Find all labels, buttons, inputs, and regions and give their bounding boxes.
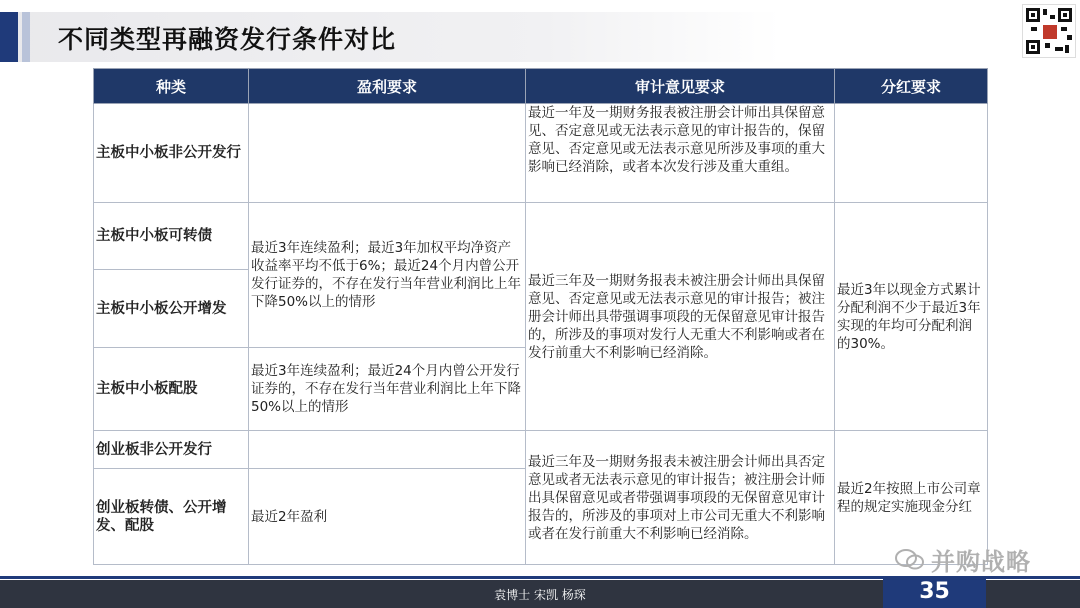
wechat-icon (895, 549, 925, 571)
header-audit: 审计意见要求 (526, 69, 835, 104)
page-number: 35 (919, 579, 950, 604)
profit-cell: 最近3年连续盈利；最近24个月内曾公开发行证券的，不存在发行当年营业利润比上年下降50%以上的情形 (249, 348, 526, 431)
footer-authors: 袁博士 宋凯 杨琛 (494, 588, 586, 602)
kind-cell: 创业板非公开发行 (94, 431, 249, 469)
profit-cell: 最近3年连续盈利；最近3年加权平均净资产收益率平均不低于6%；最近24个月内曾公开发行证券的，不存在发行当年营业利润比上年下降50%以上的情形 (249, 203, 526, 348)
kind-cell: 创业板转债、公开增发、配股 (94, 469, 249, 565)
table-row (94, 104, 988, 203)
dividend-cell-empty (835, 104, 988, 203)
profit-cell-empty (249, 431, 526, 469)
header-kind: 种类 (94, 69, 249, 104)
dividend-cell: 最近2年按照上市公司章程的规定实施现金分红 (835, 431, 988, 565)
title-accent-light (22, 12, 30, 62)
kind-cell: 主板中小板公开增发 (94, 270, 249, 348)
audit-cell: 最近三年及一期财务报表未被注册会计师出具保留意见、否定意见或无法表示意见的审计报告；被注册会计师出具带强调事项段的无保留意见审计报告的，所涉及的事项对发行人无重大不利影响或者在发行前重大不利影响已经消除。 (526, 203, 835, 431)
table-row (94, 203, 988, 270)
kind-cell: 主板中小板非公开发行 (94, 104, 249, 203)
comparison-table (93, 68, 988, 565)
audit-cell: 最近三年及一期财务报表未被注册会计师出具否定意见或者无法表示意见的审计报告；被注册会计师出具保留意见或者带强调事项段的无保留意见审计报告的，所涉及的事项对上市公司无重大不利影响或者在发行前重大不利影响已经消除。 (526, 431, 835, 565)
profit-cell: 最近2年盈利 (249, 469, 526, 565)
watermark-text: 并购战略 (931, 548, 1031, 576)
watermark (895, 542, 1031, 577)
audit-cell: 最近一年及一期财务报表被注册会计师出具保留意见、否定意见或无法表示意见的审计报告的，保留意见、否定意见或无法表示意见所涉及事项的重大影响已经消除，或者本次发行涉及重大重组。 (526, 104, 835, 203)
header-profit: 盈利要求 (249, 69, 526, 104)
title-accent (0, 12, 18, 62)
page-title: 不同类型再融资发行条件对比 (58, 25, 397, 54)
table-row (94, 431, 988, 469)
table-header-row (94, 69, 988, 104)
qr-code-icon (1022, 4, 1076, 58)
dividend-cell: 最近3年以现金方式累计分配利润不少于最近3年实现的年均可分配利润的30%。 (835, 203, 988, 431)
profit-cell-empty (249, 104, 526, 203)
kind-cell: 主板中小板可转债 (94, 203, 249, 270)
kind-cell: 主板中小板配股 (94, 348, 249, 431)
header-dividend: 分红要求 (835, 69, 988, 104)
